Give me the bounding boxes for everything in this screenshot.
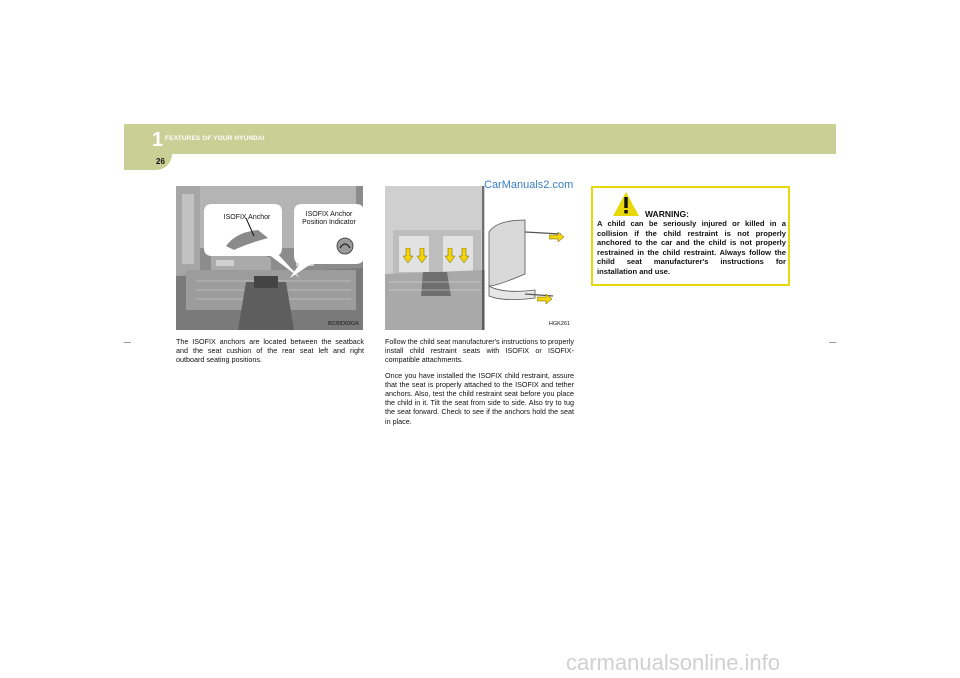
downward-arrows-icon [403,248,475,264]
warning-box [591,186,790,286]
callout-indicator-line1: ISOFIX Anchor [305,211,353,218]
callout-isofix-anchor: ISOFIX Anchor [223,214,271,221]
page-number: 26 [156,157,165,166]
left-column-text [176,337,364,371]
warning-body: A child can be seriously injured or killed in a collision if the child restraint is not properly anchored to the car and the child is not properly restrained in the child restraint. Always follow the child seat manufacturer's instructions for installation and use. [597,219,786,276]
warning-title: WARNING: [645,209,689,219]
right-arrow-icon-upper [549,232,565,242]
figure-code-right: HGK261 [548,321,570,327]
install-instructions-paragraph: Follow the child seat manufacturer's instructions to properly install child restraint seats with ISOFIX or ISOFIX-compatible attachments. [385,337,574,365]
watermark-text: CarManuals2.com [484,179,574,191]
footer-site-watermark: carmanualsonline.info [566,650,781,675]
chapter-number: 1 [152,129,164,151]
middle-column-text [385,337,574,432]
rear-seat-illustration [176,186,363,330]
isofix-location-paragraph: The ISOFIX anchors are located between the seatback and the seat cushion of the rear seat left and right outboard seating positions. [176,337,364,365]
crop-mark-left [124,342,131,343]
crop-mark-right [829,342,836,343]
isofix-anchor-figure [176,186,363,330]
callout-indicator-line2: Position Indicator [302,219,356,226]
warning-triangle-icon [613,192,639,216]
chapter-title: FEATURES OF YOUR HYUNDAI [165,135,265,142]
test-seat-paragraph: Once you have installed the ISOFIX child restraint, assure that the seat is properly attached to the ISOFIX and tether anchors. Also, test the child restraint seat before you place the child in it. Tilt the seat from side to side. Also try to tug the seat forward. Check to see if the anchors hold the seat in place. [385,370,574,426]
right-arrow-icon-lower [537,294,553,304]
child-seat-figure [385,186,574,330]
callout-position-indicator [297,211,361,231]
figure-code-left: B230D02GK [328,321,359,327]
